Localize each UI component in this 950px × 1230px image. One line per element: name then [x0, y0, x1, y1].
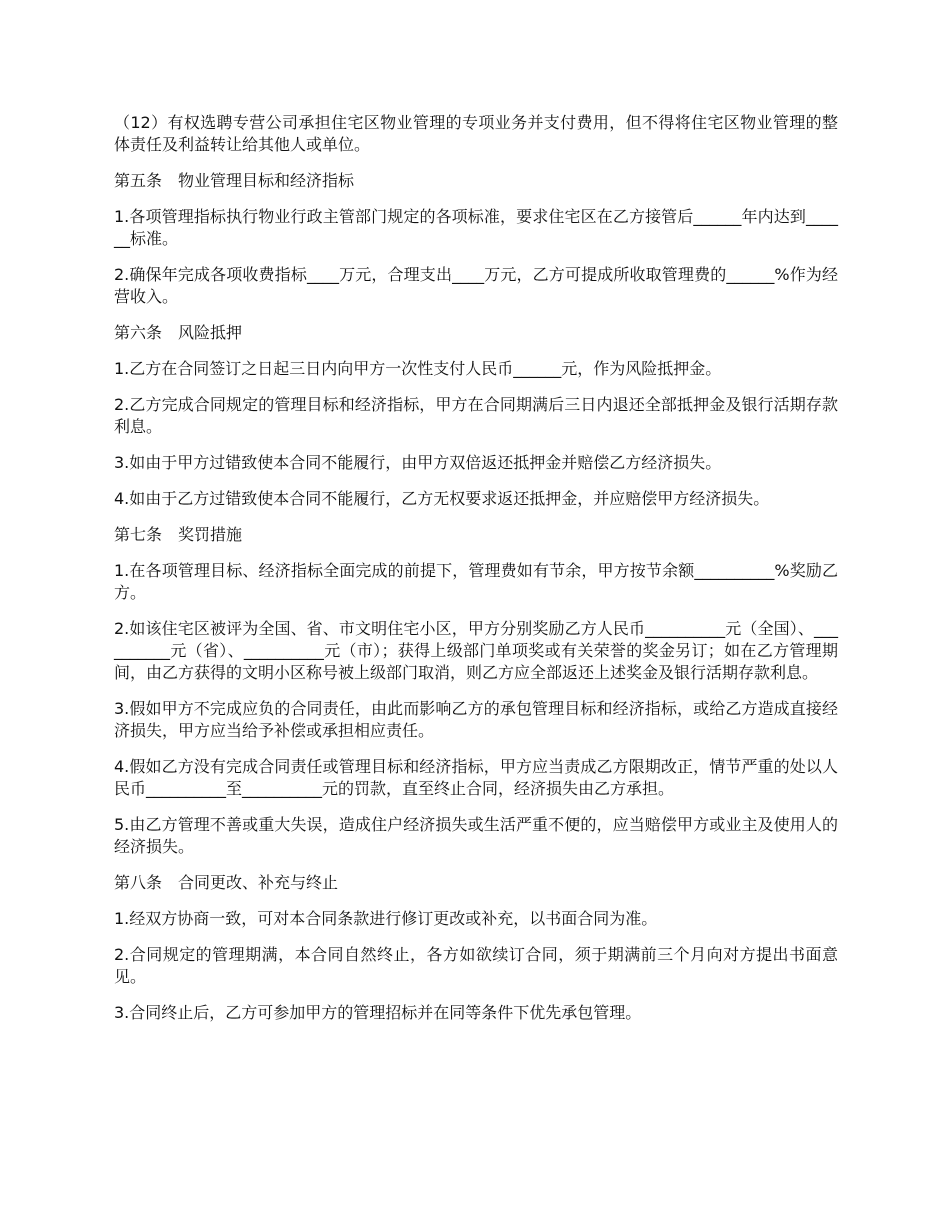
article-7-item-3: 3.假如甲方不完成应负的合同责任，由此而影响乙方的承包管理目标和经济指标，或给乙方造成直接经济损失，甲方应当给予补偿或承担相应责任。	[114, 699, 838, 740]
article-5-item-2: 2.确保年完成各项收费指标____万元，合理支出____万元，乙方可提成所收取管理费的______%作为经营收入。	[114, 265, 838, 306]
article-7-item-1: 1.在各项管理目标、经济指标全面完成的前提下，管理费如有节余，甲方按节余额__________%奖励乙方。	[114, 561, 838, 602]
article-6-item-1: 1.乙方在合同签订之日起三日内向甲方一次性支付人民币______元，作为风险抵押金。	[114, 359, 722, 378]
article-7-item-2: 2.如该住宅区被评为全国、省、市文明住宅小区，甲方分别奖励乙方人民币__________元（全国）、__________元（省）、__________元（市）；获得上级部门单项奖或有关荣誉的奖金另订；如在乙方管理期间，由乙方获得的文明小区称号被上级部门取消，则乙方应全部返还上述奖金及银行活期存款利息。	[114, 619, 838, 682]
article-5-heading: 第五条 物业管理目标和经济指标	[114, 171, 355, 190]
article-8-heading: 第八条 合同更改、补充与终止	[114, 873, 339, 892]
article-6-item-3: 3.如由于甲方过错致使本合同不能履行，由甲方双倍返还抵押金并赔偿乙方经济损失。	[114, 453, 722, 472]
article-7-item-4: 4.假如乙方没有完成合同责任或管理目标和经济指标，甲方应当责成乙方限期改正，情节严重的处以人民币__________至__________元的罚款，直至终止合同，经济损失由乙方承担。	[114, 757, 838, 798]
article-5-item-1: 1.各项管理指标执行物业行政主管部门规定的各项标准，要求住宅区在乙方接管后______年内达到______标准。	[114, 207, 838, 248]
clause-12-paragraph: （12）有权选聘专营公司承担住宅区物业管理的专项业务并支付费用，但不得将住宅区物业管理的整体责任及利益转让给其他人或单位。	[114, 113, 838, 154]
article-8-item-1: 1.经双方协商一致，可对本合同条款进行修订更改或补充，以书面合同为准。	[114, 909, 658, 928]
article-6-heading: 第六条 风险抵押	[114, 323, 243, 342]
article-8-item-3: 3.合同终止后，乙方可参加甲方的管理招标并在同等条件下优先承包管理。	[114, 1003, 642, 1022]
article-7-item-5: 5.由乙方管理不善或重大失误，造成住户经济损失或生活严重不便的，应当赔偿甲方或业主及使用人的经济损失。	[114, 815, 838, 856]
document-body	[114, 112, 838, 1038]
article-6-item-4: 4.如由于乙方过错致使本合同不能履行，乙方无权要求返还抵押金，并应赔偿甲方经济损失。	[114, 489, 770, 508]
article-6-item-2: 2.乙方完成合同规定的管理目标和经济指标，甲方在合同期满后三日内退还全部抵押金及银行活期存款利息。	[114, 395, 838, 436]
article-7-heading: 第七条 奖罚措施	[114, 525, 243, 544]
article-8-item-2: 2.合同规定的管理期满，本合同自然终止，各方如欲续订合同，须于期满前三个月向对方提出书面意见。	[114, 945, 838, 986]
